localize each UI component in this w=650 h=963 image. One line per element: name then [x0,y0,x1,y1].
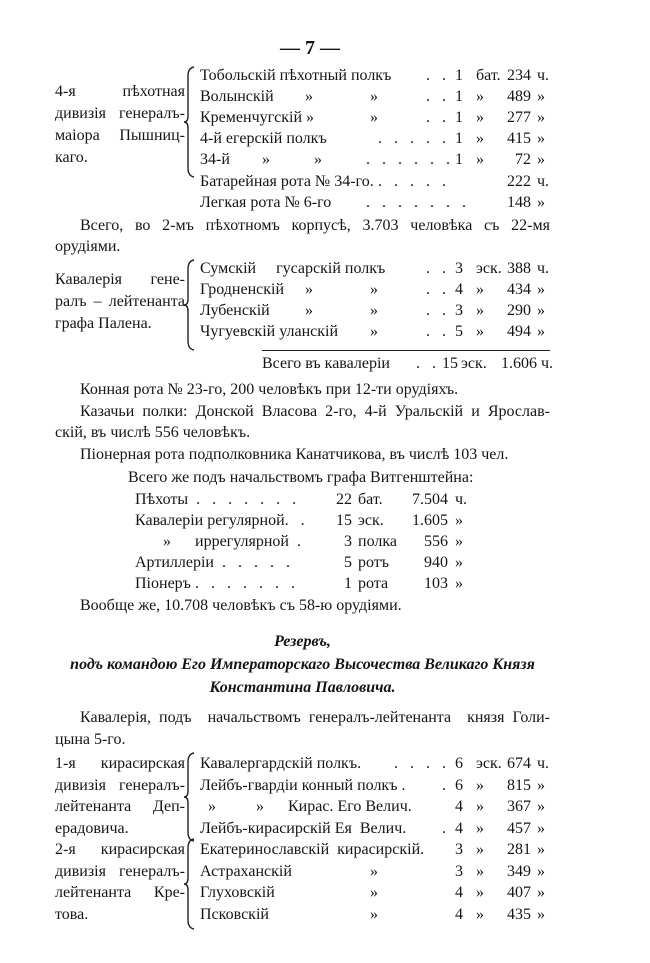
men-unit: » [537,194,545,211]
count-unit: » [476,798,484,815]
unit-name: Глуховскій [200,884,275,901]
men-unit: » [537,323,545,340]
count-unit: бат. [358,491,383,508]
men-value: 415 [507,130,531,147]
group-label-line: това. [55,905,89,923]
count-value: 15 [336,512,352,529]
dot-leader: . . [426,88,446,105]
men-unit: » [455,575,463,592]
group-label-line: Кавалерія гене- [55,271,185,288]
men-value: 281 [507,841,531,858]
corps-total-line: Всего, во 2-мъ пѣхотномъ корпусѣ, 3.703 человѣка съ 22-мя [80,217,550,234]
count-value: 4 [455,884,463,901]
unit-name: Кавалеріи регулярной. . [135,512,305,529]
men-value: 222 [507,173,531,190]
unit-name: Лейбъ-гвардіи конный полкъ . [200,776,406,794]
curly-brace [184,752,196,842]
count-value: 1 [344,575,352,592]
count-value: 3 [455,302,463,319]
dot-leader: . . . . . [378,173,446,190]
men-unit: » [455,554,463,571]
men-unit: » [537,151,545,168]
grand-total: Вообще же, 10.708 человѣкъ съ 58-ю орудіями. [80,597,402,614]
ditto-mark: » [305,302,313,319]
ditto-mark: » [370,905,378,923]
count-value: 22 [336,491,352,508]
curly-brace [184,838,196,930]
men-value: 388 [507,260,531,277]
total-rule [262,350,550,351]
unit-name: » » Кирас. Его Велич. [200,798,412,815]
men-value: 1.606 [501,355,537,372]
group-label-line: графа Палена. [55,315,152,332]
ditto-mark: » [370,862,378,880]
count-unit: эск. [461,355,487,372]
men-value: 367 [507,798,531,815]
group-label-line: дивизія генералъ- [55,105,185,122]
summary-title: Всего же подъ начальствомъ графа Витгенштейна: [128,469,474,486]
men-unit: » [455,533,463,550]
unit-name: Тобольскій пѣхотный полкъ [200,67,392,84]
men-unit: » [537,776,545,794]
dot-leader: . . [416,355,436,372]
group-label-line: 4-я пѣхотная [55,83,185,100]
count-unit: » [476,841,484,858]
unit-name: Легкая рота № 6-го [200,194,332,211]
reserve-heading: Резервъ, [274,633,331,650]
count-unit: » [476,109,484,126]
ditto-mark: » [370,88,378,105]
group-label-line: каго. [55,149,88,166]
count-unit: » [476,884,484,901]
dot-leader: . . . . [394,755,446,772]
curly-brace [184,66,196,178]
unit-name: Чугуевскій уланскій [200,323,339,340]
count-unit: ротъ [358,554,390,571]
men-unit: ч. [537,67,550,84]
reserve-intro-line: Кавалерія, подъ начальствомъ генералъ-лейтенанта князя Голи- [80,709,550,726]
dot-leader: . [442,776,446,794]
count-value: 1 [455,67,463,84]
dot-leader: . . [426,302,446,319]
men-value: 489 [507,88,531,105]
count-unit: » [476,88,484,105]
ditto-mark: » [370,281,378,298]
men-value: 148 [507,194,531,211]
men-value: 815 [507,776,531,794]
unit-name: Екатеринославскій кирасирскій. [200,841,425,858]
count-unit: рота [358,575,389,592]
ditto-mark: » [305,281,313,298]
men-unit: » [537,302,545,319]
men-value: 434 [507,281,531,298]
unit-name: Пѣхоты . . . . . . . [135,491,297,508]
count-value: 1 [455,109,463,126]
men-unit: » [537,862,545,880]
count-value: 1 [455,151,463,168]
unit-name: Піонеръ . . . . . . . [135,575,295,592]
dot-leader: . . . . . [378,130,446,147]
count-unit: » [476,819,484,837]
unit-name: Лейбъ-кирасирскій Ея Велич. [200,819,407,837]
men-value: 349 [507,862,531,880]
men-value: 7.504 [412,491,448,508]
men-value: 407 [507,884,531,901]
count-value: 3 [455,260,463,277]
reserve-intro-line: цына 5-го. [55,731,126,748]
unit-name: Псковскій [200,905,269,923]
count-unit: бат. [476,67,501,84]
count-value: 6 [455,755,463,772]
men-unit: » [537,281,545,298]
paragraph-line: Піонерная рота подполковника Канатчикова, въ числѣ 103 чел. [80,446,509,463]
unit-name: Волынскій [200,88,274,105]
unit-name: 4-й егерскій полкъ [200,130,327,147]
dot-leader: . . [426,281,446,298]
unit-name: Артиллеріи . . . . . [135,554,290,571]
unit-name: Кременчугскій » [200,109,315,126]
count-unit: » [476,130,484,147]
count-value: 5 [344,554,352,571]
count-unit: » [476,323,484,340]
count-value: 4 [455,819,463,837]
count-value: 3 [344,533,352,550]
count-value: 3 [455,862,463,880]
unit-name: Сумскій гусарскій полкъ [200,260,386,277]
count-unit: » [476,302,484,319]
men-unit: » [455,512,463,529]
unit-name: Батарейная рота № 34-го. [200,173,374,190]
men-value: 940 [424,554,448,571]
count-value: 4 [455,905,463,923]
men-unit: ч. [537,755,550,772]
men-unit: » [537,130,545,147]
dot-leader: . . [426,323,446,340]
count-value: 4 [455,281,463,298]
count-unit: » [476,281,484,298]
unit-name: » иррегулярной . [135,533,301,550]
dot-leader: . . . . . . [366,151,450,168]
dot-leader: . . [426,67,446,84]
count-value: 15 [442,355,458,372]
men-value: 234 [507,67,531,84]
count-unit: » [476,776,484,794]
dot-leader: . . . . . . . [366,194,466,211]
men-unit: ч. [541,355,554,372]
men-value: 72 [515,151,531,168]
group-label-line: дивизія генералъ- [55,776,185,794]
dot-leader: . . [426,109,446,126]
men-value: 457 [507,819,531,837]
corps-total-line: орудіями. [55,238,121,255]
unit-name: Астраханскій [200,862,292,880]
count-unit: эск. [358,512,384,529]
group-label-line: маіора Пышниц- [55,127,185,144]
men-unit: » [537,884,545,901]
count-value: 5 [455,323,463,340]
group-label-line: дивизія генералъ- [55,862,185,880]
ditto-mark: » [305,88,313,105]
unit-name: Гродненскій [200,281,285,298]
count-unit: » [476,905,484,923]
men-value: 556 [424,533,448,550]
group-label-line: ерадовича. [55,819,129,837]
unit-name: Кавалергардскій полкъ. [200,755,362,772]
dot-leader: . [442,819,446,837]
men-unit: » [537,109,545,126]
count-unit: эск. [476,755,502,772]
unit-name: 34-й [200,151,230,168]
reserve-heading: Константина Павловича. [209,679,396,696]
ditto-mark: » [314,151,322,168]
group-label-line: 2-я кирасирская [55,841,185,858]
count-unit: полка [358,533,397,550]
men-value: 494 [507,323,531,340]
group-label-line: ралъ – лейтенанта [55,293,185,310]
count-value: 6 [455,776,463,794]
paragraph-line: скій, въ числѣ 556 человѣкъ. [55,424,251,441]
ditto-mark: » [370,323,378,340]
unit-name: Всего въ кавалеріи [262,355,390,372]
page-number: — 7 — [280,37,340,59]
paragraph-line: Казачьи полки: Донской Власова 2-го, 4-й Уральскій и Ярослав- [80,403,550,420]
curly-brace [184,259,196,351]
ditto-mark: » [262,151,270,168]
men-value: 277 [507,109,531,126]
group-label-line: 1-я кирасирская [55,755,185,772]
reserve-heading: подъ командою Его Императорскаго Высочества Великаго Князя [70,656,535,673]
count-unit: » [476,862,484,880]
men-unit: » [537,88,545,105]
ditto-mark: » [370,109,378,126]
ditto-mark: » [370,884,378,901]
men-value: 674 [507,755,531,772]
unit-name: Лубенскій [200,302,270,319]
count-value: 1 [455,88,463,105]
men-unit: » [537,905,545,923]
count-unit: » [476,151,484,168]
men-value: 103 [424,575,448,592]
count-value: 1 [455,130,463,147]
men-unit: ч. [537,173,550,190]
men-unit: » [537,841,545,858]
count-unit: эск. [476,260,502,277]
men-unit: » [537,819,545,837]
paragraph-line: Конная рота № 23-го, 200 человѣкъ при 12-ти орудіяхъ. [80,381,459,398]
men-unit: ч. [537,260,550,277]
count-value: 4 [455,798,463,815]
men-unit: » [537,798,545,815]
men-value: 1.605 [412,512,448,529]
dot-leader: . . [426,260,446,277]
men-value: 435 [507,905,531,923]
men-unit: ч. [455,491,468,508]
men-value: 290 [507,302,531,319]
ditto-mark: » [370,302,378,319]
group-label-line: лейтенанта Кре- [55,884,185,901]
count-value: 3 [455,841,463,858]
group-label-line: лейтенанта Деп- [55,798,185,815]
